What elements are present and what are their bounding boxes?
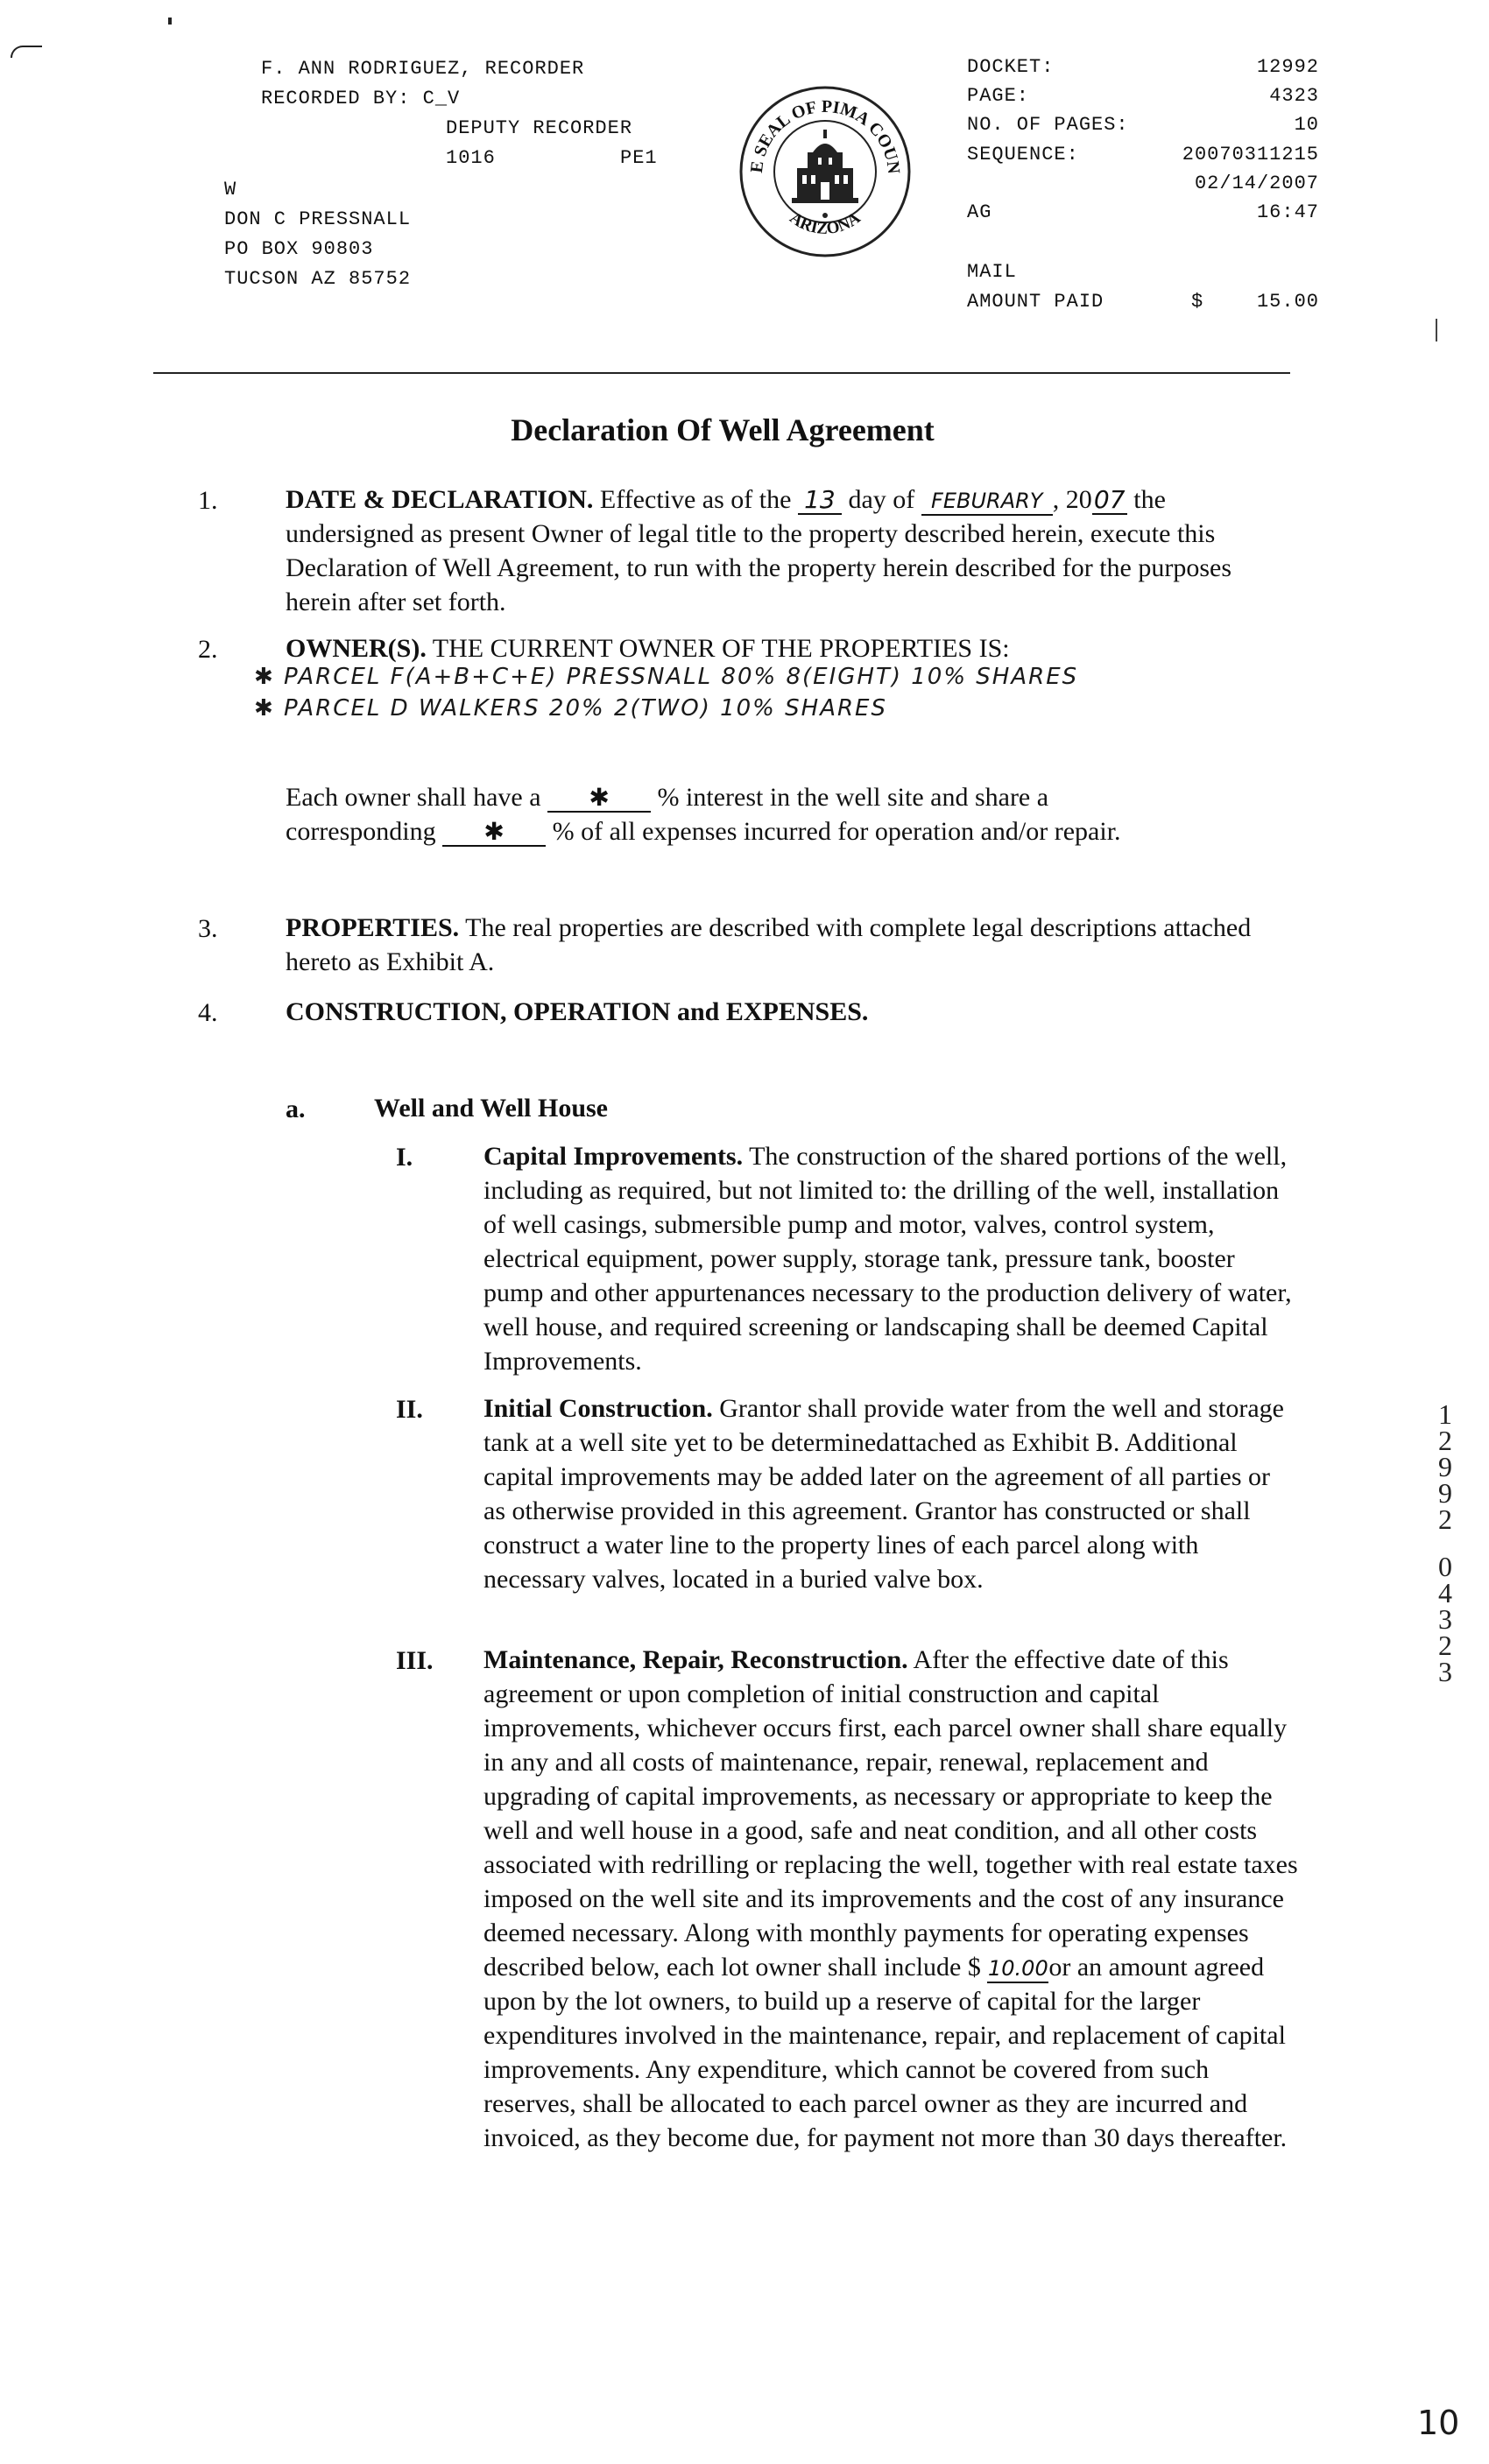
seal-top-text: E SEAL OF PIMA COUN [746,96,904,175]
pages-row [967,114,1319,140]
section-heading: DATE & DECLARATION. [286,485,594,514]
margin-stamp-char: 4 [1438,1577,1452,1609]
w-mark: W [224,179,237,201]
subsection-heading-well: Well and Well House [374,1094,608,1123]
date-row [967,172,1319,199]
addressee-line: DON C PRESSNALL [224,208,412,230]
year-field: 07 [1092,487,1127,515]
currency-symbol: $ [1191,291,1204,313]
margin-stamp-char: 2 [1438,1425,1452,1456]
section-heading: PROPERTIES. [286,913,460,942]
item-number: I. [396,1143,413,1172]
margin-stamp-char: 2 [1438,1630,1452,1661]
margin-stamp-char: 9 [1438,1451,1452,1482]
seal-bottom-text: ARIZONA [786,208,864,239]
day-field: 13 [798,487,842,515]
amount-row [967,291,1319,317]
month-field: FEBURARY [921,488,1053,516]
section-number: 1. [198,486,218,515]
margin-stamp-char: 2 [1438,1503,1452,1535]
interest-percent-field: ✱ [547,785,651,813]
ag-row [967,201,1319,228]
item-heading: Capital Improvements. [483,1142,744,1171]
recorder-code-right: PE1 [620,147,658,169]
amount-label: AMOUNT PAID [967,291,1104,313]
mail-row [967,261,1319,287]
document-title: Declaration Of Well Agreement [511,412,935,447]
section-heading: OWNER(S). [286,634,427,663]
item-heading: Maintenance, Repair, Reconstruction. [483,1645,908,1674]
interest-clause: Each owner shall have a ✱ % interest in the well site and share a corresponding ✱ % of all expenses incurred for operation and/or repair. [286,783,1121,846]
margin-stamp-char: 9 [1438,1477,1452,1509]
mail-label: MAIL [967,261,1017,283]
handwritten-owner-2: ✱ PARCEL D WALKERS 20% 2(TWO) 10% SHARES [254,695,887,722]
scan-mark [11,46,42,58]
item-initial-construction: Initial Construction. Grantor shall provide water from the well and storage tank at a well site yet to be determinedattached as Exhibit B. Additional capital improvements may be added later on the agreement of all parties or as otherwise provided in this agreement. Grantor has constructed or shall construct a water line to the property lines of each parcel along with necessary valves, located in a buried valve box. [483,1394,1284,1594]
amount-value: 15.00 [1256,291,1319,313]
recorder-code-left: 1016 [446,147,496,169]
county-seal [737,84,913,259]
pages-label: NO. OF PAGES: [967,114,1129,136]
section-properties: PROPERTIES. The real properties are described with complete legal descriptions attached hereto as Exhibit A. [286,913,1252,976]
section-number: 4. [198,998,218,1027]
margin-stamp-char: 3 [1438,1656,1452,1687]
recorded-by: RECORDED BY: C_V [261,88,461,109]
ag-label: AG [967,201,992,223]
page-label: PAGE: [967,85,1030,107]
section-date-declaration: DATE & DECLARATION. Effective as of the 13 day of FEBURARY , 2007 the undersigned as present Owner of legal title to the property described herein, execute this Declaration of Well Agreement, to run with the property herein described for the purposes herein after set forth. [286,485,1232,616]
seal-graphic [737,84,913,259]
margin-stamp-char: 3 [1438,1603,1452,1635]
expense-percent-field: ✱ [442,819,546,847]
addressee-line: PO BOX 90803 [224,238,374,260]
handwritten-owner-1: ✱ PARCEL F(A+B+C+E) PRESSNALL 80% 8(EIGHT) 10% SHARES [254,664,1079,690]
page-value: 4323 [1269,85,1319,107]
section-number: 3. [198,914,218,943]
docket-label: DOCKET: [967,56,1055,78]
reserve-amount-field: 10.00 [987,1955,1048,1983]
section-owners: OWNER(S). THE CURRENT OWNER OF THE PROPERTIES IS: [286,634,1010,663]
deputy-recorder: DEPUTY RECORDER [446,117,633,139]
item-number: II. [396,1395,423,1424]
docket-value: 12992 [1256,56,1319,78]
subsection-letter: a. [286,1095,306,1123]
recorder-name: F. ANN RODRIGUEZ, RECORDER [261,58,585,80]
sequence-value: 20070311215 [1182,144,1319,165]
addressee-line: TUCSON AZ 85752 [224,268,412,290]
item-capital-improvements: Capital Improvements. The construction of the shared portions of the well, including as required, but not limited to: the drilling of the well, installation of well casings, submersible pump and motor, valves, control system, electrical equipment, power supply, storage tank, pressure tank, booster pump and other appurtenances necessary to the production delivery of water, well house, and required screening or landscaping shall be deemed Capital Improvements. [483,1142,1292,1376]
scan-dot [168,18,172,25]
section-construction-heading: CONSTRUCTION, OPERATION and EXPENSES. [286,997,869,1026]
pages-value: 10 [1294,114,1319,136]
record-time: 16:47 [1256,201,1319,223]
sequence-row [967,144,1319,170]
item-number: III. [396,1646,434,1675]
section-number: 2. [198,635,218,664]
margin-docket-stamp [1433,1398,1457,1687]
item-heading: Initial Construction. [483,1394,713,1423]
handwritten-page-mark: 10 [1417,2404,1460,2442]
page-row [967,85,1319,111]
header-divider [153,372,1290,374]
scan-tick [1436,319,1437,341]
margin-stamp-char: 0 [1438,1551,1452,1582]
sequence-label: SEQUENCE: [967,144,1079,165]
margin-stamp-char: 1 [1438,1398,1452,1430]
record-date: 02/14/2007 [1194,172,1319,194]
docket-row [967,56,1319,82]
item-maintenance-repair: Maintenance, Repair, Reconstruction. After the effective date of this agreement or upon completion of initial construction and capital improvements, whichever occurs first, each parcel owner shall share equally in any and all costs of maintenance, repair, renewal, replacement and upgrading of capital improvements, as necessary or appropriate to keep the well and well house in a good, safe and neat condition, and all other costs associated with redrilling or replacing the well, together with real estate taxes imposed on the well site and its improvements and the cost of any insurance deemed necessary. Along with monthly payments for operating expenses described below, each lot owner shall include $ 10.00or an amount agreed upon by the lot owners, to build up a reserve of capital for the larger expenditures involved in the maintenance, repair, and replacement of capital improvements. Any expenditure, which cannot be covered from such reserves, shall be allocated to each parcel owner as they are incurred and invoiced, as they become due, for payment not more than 30 days thereafter. [483,1645,1298,2152]
